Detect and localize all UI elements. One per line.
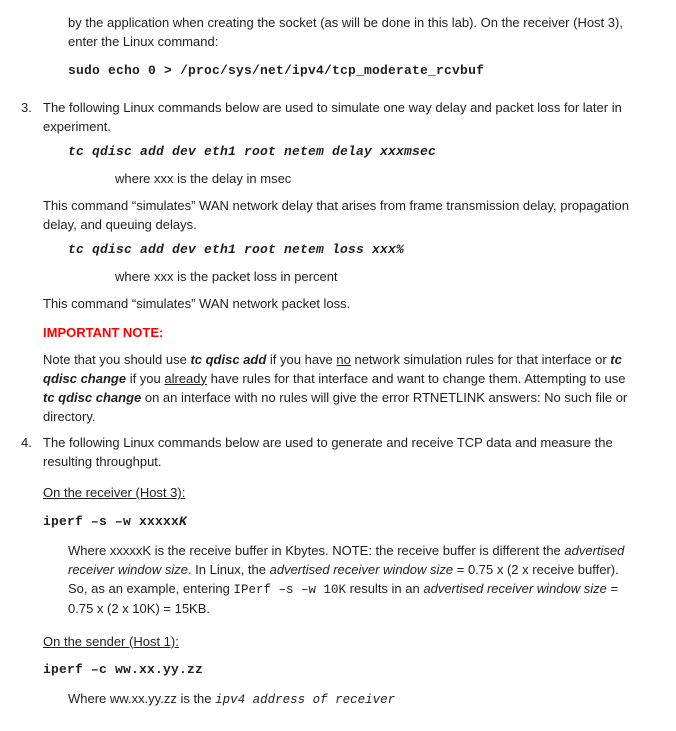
note-run: have rules for that interface and want to change them. Attempting to use	[207, 370, 626, 386]
note-run-tc-qdisc-change: tc qdisc change	[43, 389, 142, 405]
iperf-client-command-code: iperf –c ww.xx.yy.zz	[43, 662, 204, 678]
sudo-command-code: sudo echo 0 > /proc/sys/net/ipv4/tcp_moderate_rcvbuf	[68, 62, 485, 78]
desc-run: = 0.75 x (2 x 10K) = 15KB.	[68, 581, 619, 616]
list-item-3-text: The following Linux commands below are used to simulate one way delay and packet loss for later in experiment.	[43, 99, 622, 134]
desc-run-advertised-window: advertised receiver window size	[269, 562, 454, 578]
loss-note: where xxx is the packet loss in percent	[115, 268, 338, 284]
desc-run: results in an	[346, 581, 424, 597]
tc-loss-command-code: tc qdisc add dev eth1 root netem loss xxx%	[68, 241, 405, 257]
list-item-4-number: 4.	[21, 435, 32, 451]
note-run-no-underlined: no	[336, 351, 351, 367]
note-run-tc-qdisc-change: tc qdisc change	[43, 351, 622, 386]
receiver-heading: On the receiver (Host 3):	[43, 485, 186, 501]
list-item-3	[0, 99, 633, 137]
note-run: if you have	[266, 351, 337, 367]
note-run-tc-qdisc-add: tc qdisc add	[190, 351, 267, 367]
iperf-server-run: iperf –s –w xxxxx	[43, 514, 180, 530]
important-note-paragraph	[43, 351, 633, 427]
desc-run-advertised-window: advertised receiver window size	[68, 543, 625, 578]
desc-run: Where xxxxxK is the receive buffer in Kbytes. NOTE: the receive buffer is different the	[68, 543, 565, 559]
desc-run: . In Linux, the	[187, 562, 270, 578]
list-item-3-number: 3.	[21, 99, 32, 115]
sender-description	[68, 690, 633, 709]
iperf-server-run-k-italic: K	[179, 514, 188, 530]
iperf-server-command-code	[43, 513, 633, 532]
tc-delay-command-code: tc qdisc add dev eth1 root netem delay xxxmsec	[68, 143, 437, 159]
delay-explanation: This command “simulates” WAN network delay that arises from frame transmission delay, propagation delay, and queuing delays.	[43, 197, 629, 232]
desc-run-ipv4-address-code: ipv4 address of receiver	[215, 693, 396, 708]
sender-heading: On the sender (Host 1):	[43, 633, 179, 649]
desc-run: = 0.75 x (2 x receive buffer). So, as an example, entering	[68, 562, 619, 597]
list-item-4	[0, 434, 633, 472]
desc-run: Where ww.xx.yy.zz is the	[68, 691, 216, 707]
note-run: on an interface with no rules will give the error RTNETLINK answers: No such file or directory.	[43, 389, 628, 424]
note-run: Note that you should use	[43, 351, 191, 367]
receiver-description	[68, 542, 633, 618]
desc-run-advertised-window: advertised receiver window size	[423, 581, 607, 597]
delay-note: where xxx is the delay in msec	[115, 170, 292, 186]
loss-explanation: This command “simulates” WAN network packet loss.	[43, 295, 351, 311]
important-note-heading: IMPORTANT NOTE:	[43, 324, 164, 340]
list-item-4-text: The following Linux commands below are used to generate and receive TCP data and measure the resulting throughput.	[43, 435, 613, 470]
intro-paragraph: by the application when creating the socket (as will be done in this lab). On the receiver (Host 3), enter the Linux command:	[68, 15, 623, 49]
note-run: if you	[126, 370, 165, 386]
desc-run-iperf-example-code: IPerf –s –w 10K	[233, 583, 347, 598]
note-run-already-underlined: already	[164, 370, 208, 386]
note-run: network simulation rules for that interface or	[350, 351, 611, 367]
